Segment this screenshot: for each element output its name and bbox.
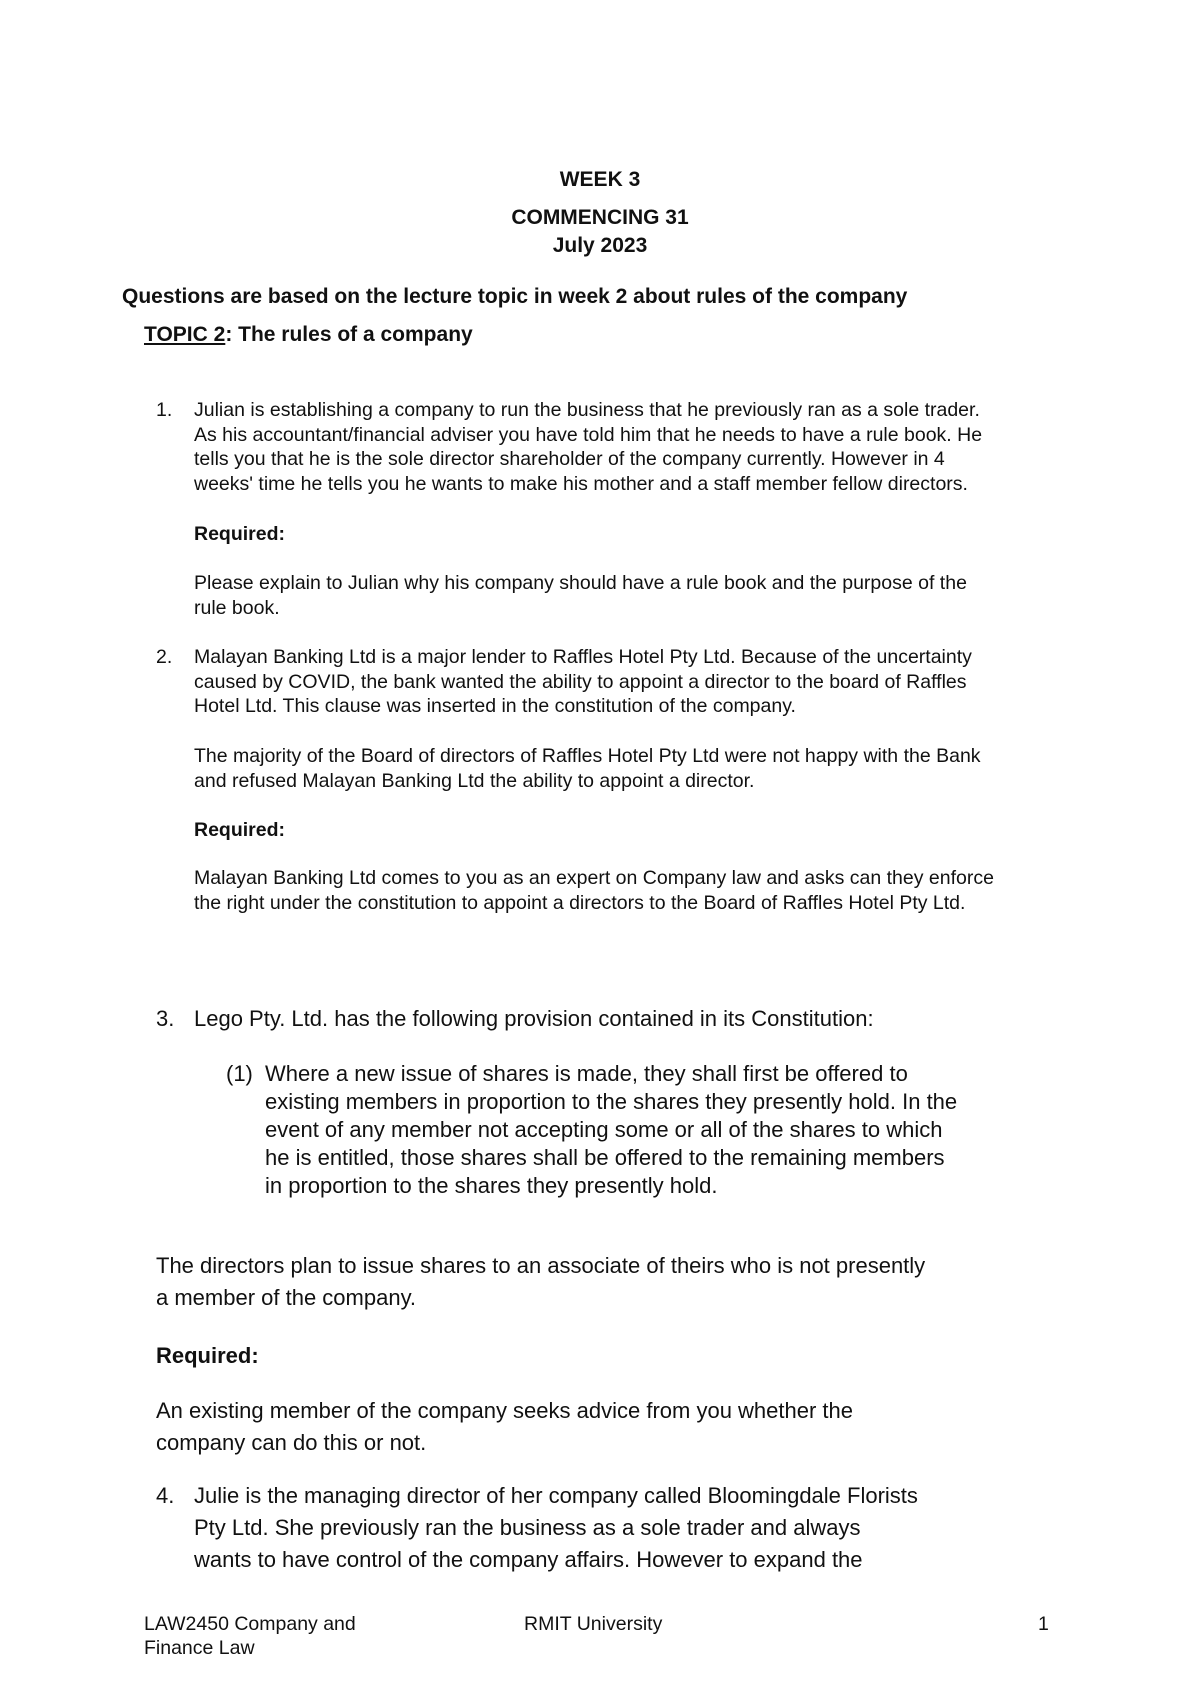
q4-number: 4. — [156, 1483, 175, 1508]
topic-heading — [144, 323, 473, 347]
q3-text: Lego Pty. Ltd. has the following provision contained in its Constitution: — [194, 1006, 874, 1031]
page-number: 1 — [1038, 1613, 1049, 1635]
q2-paragraph-2: The majority of the Board of directors of Raffles Hotel Pty Ltd were not happy with the Bank and refused Malayan Banking Ltd the ability to appoint a director. — [194, 745, 981, 792]
q3-number: 3. — [156, 1006, 175, 1031]
q3-task: An existing member of the company seeks advice from you whether the company can do this or not. — [156, 1398, 854, 1455]
q3-required-label: Required: — [156, 1343, 259, 1368]
topic-label: TOPIC 2 — [144, 323, 226, 346]
commencing-heading: COMMENCING 31 — [511, 206, 689, 229]
q3-provision-number: (1) — [226, 1061, 253, 1086]
q2-required-label: Required: — [194, 819, 286, 841]
q1-required-label: Required: — [194, 523, 286, 545]
questions-intro: Questions are based on the lecture topic in week 2 about rules of the company — [122, 285, 908, 308]
q1-paragraph: Julian is establishing a company to run the business that he previously ran as a sole trader. As his accountant/financial adviser you have told him that he needs to have a rule book. He tells you that he is the sole director shareholder of the company currently. However in 4 weeks' time he tells you he wants to make his mother and a staff member fellow directors. — [194, 399, 983, 495]
q2-number: 2. — [156, 646, 173, 668]
q3-provision-text: Where a new issue of shares is made, they shall first be offered to existing members in proportion to the shares they presently hold. In the event of any member not accepting some or all of the shares to which he is entitled, those shares shall be offered to the remaining members in proportion to the shares they presently hold. — [265, 1061, 958, 1198]
q1-task: Please explain to Julian why his company should have a rule book and the purpose of the rule book. — [194, 572, 967, 619]
week-heading: WEEK 3 — [559, 168, 641, 191]
q1-number: 1. — [156, 399, 173, 421]
date-heading: July 2023 — [552, 234, 648, 257]
footer-course: LAW2450 Company and Finance Law — [144, 1613, 356, 1659]
footer-university: RMIT University — [524, 1613, 663, 1635]
topic-title: : The rules of a company — [225, 323, 473, 346]
q3-directors-plan: The directors plan to issue shares to an associate of theirs who is not presently a member of the company. — [156, 1253, 926, 1310]
q2-task: Malayan Banking Ltd comes to you as an expert on Company law and asks can they enforce the right under the constitution to appoint a directors to the Board of Raffles Hotel Pty Ltd. — [194, 867, 994, 914]
q2-paragraph: Malayan Banking Ltd is a major lender to Raffles Hotel Pty Ltd. Because of the uncertainty caused by COVID, the bank wanted the ability to appoint a director to the board of Raffles Hotel Ltd. This clause was inserted in the constitution of the company. — [194, 646, 972, 717]
q4-paragraph: Julie is the managing director of her company called Bloomingdale Florists Pty Ltd. She previously ran the business as a sole trader and always wants to have control of the company affairs. However to expand the — [194, 1483, 918, 1572]
